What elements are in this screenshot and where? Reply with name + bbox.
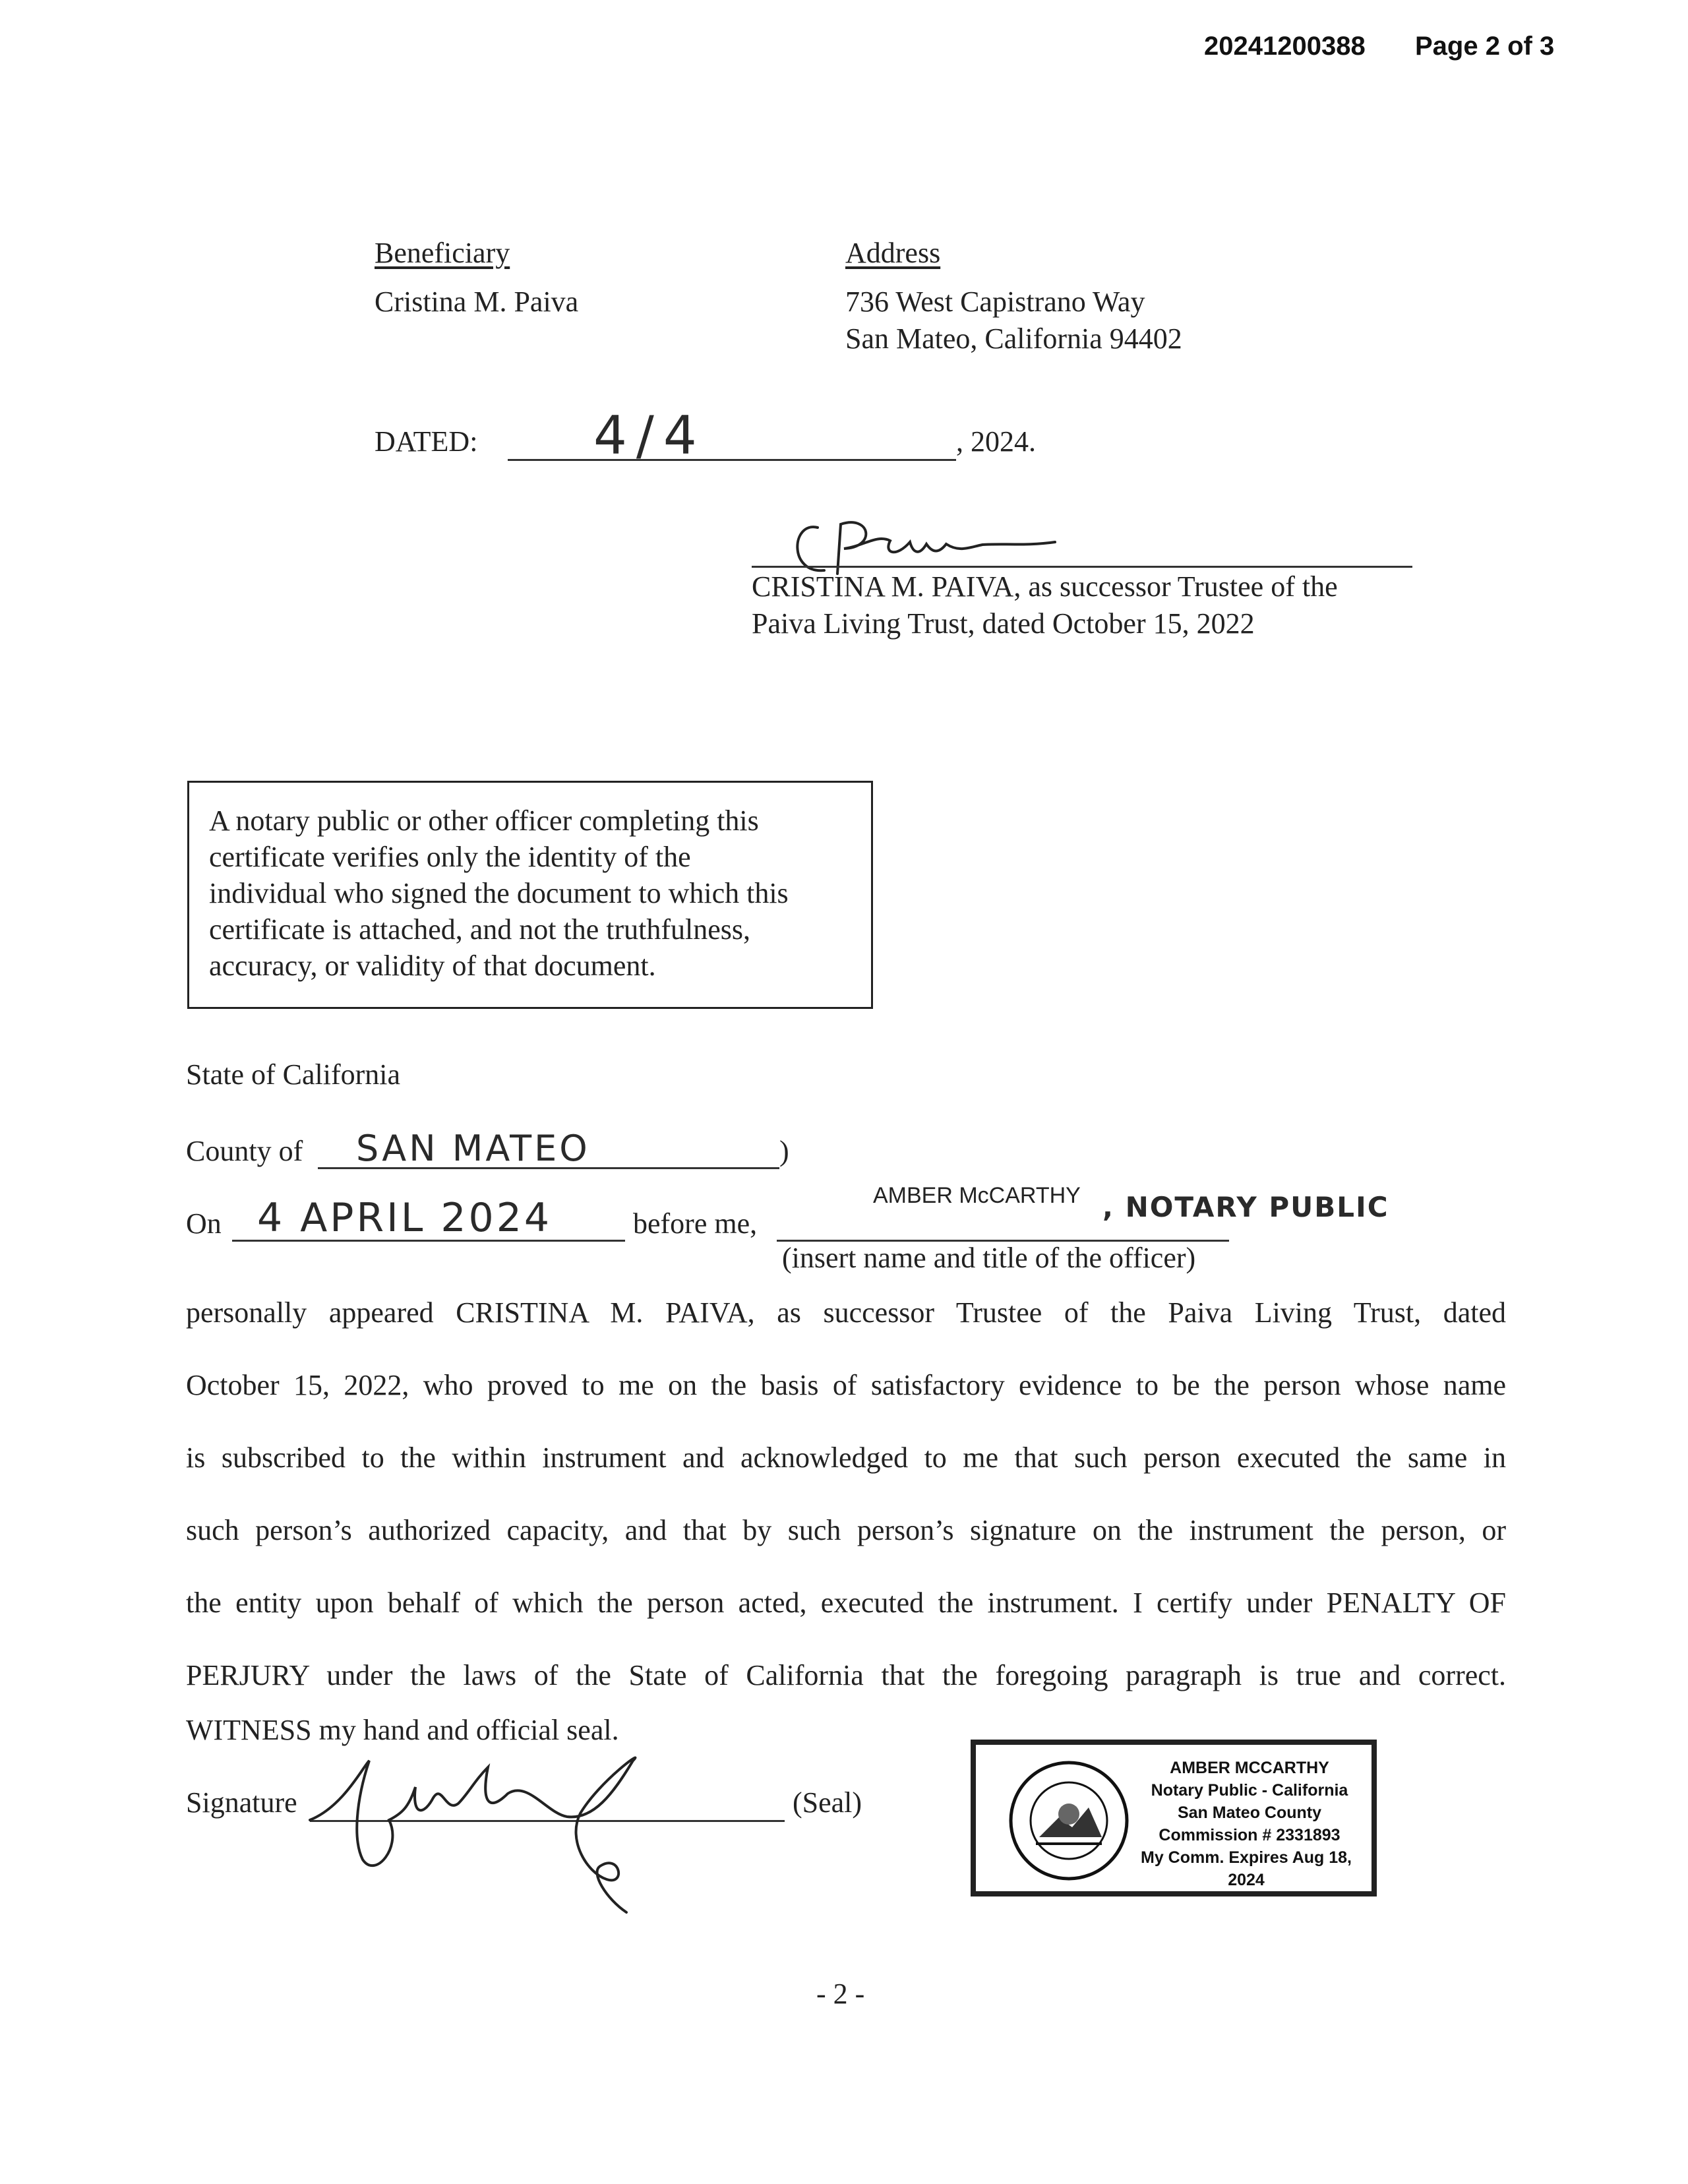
california-seal-icon	[1006, 1758, 1131, 1883]
paragraph-line: is subscribed to the within instrument and acknowledged to me that such person executed the same in	[186, 1441, 1506, 1474]
page-indicator: Page 2 of 3	[1415, 32, 1555, 61]
notice-line: certificate is attached, and not the truthfulness,	[209, 913, 751, 946]
trustee-signature-line	[752, 566, 1412, 568]
county-handwritten: SAN MATEO	[356, 1128, 590, 1169]
stamp-county: San Mateo County	[1177, 1804, 1322, 1822]
paragraph-line: such person’s authorized capacity, and that by such person’s signature on the instrument the person, or	[186, 1514, 1506, 1546]
signature-label: Signature	[186, 1786, 297, 1819]
stamp-commission: Commission # 2331893	[1159, 1826, 1341, 1844]
address-heading: Address	[845, 237, 941, 269]
page-number: - 2 -	[816, 1978, 865, 2010]
county-label: County of	[186, 1135, 303, 1167]
paragraph-line: PERJURY under the laws of the State of California that the foregoing paragraph is true and correct.	[186, 1659, 1506, 1691]
notice-line: accuracy, or validity of that document.	[209, 950, 656, 982]
stamp-expiration: My Comm. Expires Aug 18, 2024	[1141, 1848, 1352, 1889]
paragraph-line: October 15, 2022, who proved to me on the basis of satisfactory evidence to be the person whose name	[186, 1369, 1506, 1401]
officer-caption: (insert name and title of the officer)	[782, 1242, 1196, 1274]
dated-label: DATED:	[375, 425, 478, 458]
before-me-label: before me,	[633, 1207, 758, 1240]
trustee-name-line-1: CRISTINA M. PAIVA, as successor Trustee of the	[752, 570, 1338, 603]
witness-line: WITNESS my hand and official seal.	[186, 1714, 619, 1746]
officer-name: AMBER McCARTHY	[873, 1183, 1081, 1208]
county-close-paren: )	[779, 1135, 789, 1167]
notary-notice-box	[187, 781, 873, 1009]
seal-label: (Seal)	[793, 1786, 862, 1819]
acknowledgment-paragraph	[186, 1277, 1506, 1712]
address-line-2: San Mateo, California 94402	[845, 322, 1182, 355]
on-date-handwritten: 4 APRIL 2024	[257, 1195, 553, 1241]
notary-signature	[290, 1741, 699, 1919]
on-label: On	[186, 1207, 222, 1240]
dated-year: , 2024.	[956, 425, 1036, 458]
beneficiary-heading: Beneficiary	[375, 237, 510, 269]
officer-title-handwritten: , NOTARY PUBLIC	[1102, 1191, 1389, 1223]
notice-line: certificate verifies only the identity of the	[209, 841, 691, 873]
state-line: State of California	[186, 1058, 401, 1091]
notice-line: individual who signed the document to which this	[209, 877, 789, 909]
notary-stamp	[971, 1740, 1377, 1896]
beneficiary-name: Cristina M. Paiva	[375, 286, 579, 318]
stamp-notary-name: AMBER MCCARTHY	[1170, 1759, 1329, 1777]
dated-underline	[508, 459, 956, 461]
stamp-notary-title: Notary Public - California	[1151, 1781, 1348, 1800]
paragraph-line: personally appeared CRISTINA M. PAIVA, as successor Trustee of the Paiva Living Trust, dated	[186, 1296, 1506, 1329]
notice-line: A notary public or other officer completing this	[209, 804, 759, 837]
handwritten-date: 4/4	[593, 405, 706, 466]
paragraph-line: the entity upon behalf of which the person acted, executed the instrument. I certify under PENALTY OF	[186, 1587, 1506, 1619]
document-number: 20241200388	[1204, 32, 1366, 61]
trustee-name-line-2: Paiva Living Trust, dated October 15, 2022	[752, 607, 1255, 640]
address-line-1: 736 West Capistrano Way	[845, 286, 1145, 318]
